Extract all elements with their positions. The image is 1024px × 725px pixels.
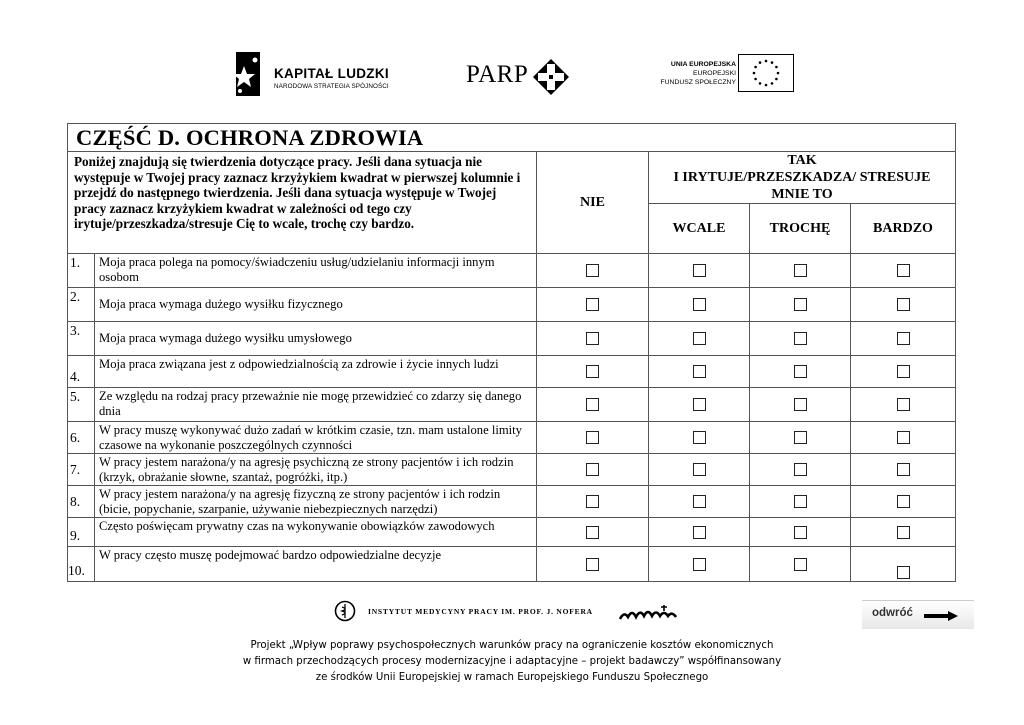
kapital-ludzki-title: KAPITAŁ LUDZKI [274,66,389,81]
item-number: 1. [68,254,95,288]
checkbox-wcale[interactable] [693,298,706,311]
kapital-ludzki-star-icon [228,46,268,100]
checkbox-bardzo[interactable] [897,398,910,411]
checkbox-nie[interactable] [586,332,599,345]
item-number: 9. [68,518,95,547]
ue-line1: UNIA EUROPEJSKA [670,61,736,68]
checkbox-troche[interactable] [794,495,807,508]
checkbox-troche[interactable] [794,365,807,378]
checkbox-wcale[interactable] [693,398,706,411]
checkbox-wcale[interactable] [693,264,706,277]
arrow-right-icon [924,611,958,621]
project-line-3: ze środków Unii Europejskiej w ramach Europejskiego Funduszu Społecznego [315,672,709,683]
kapital-ludzki-subtitle: NARODOWA STRATEGIA SPÓJNOŚCI [274,83,389,90]
solidarnosc-logo-icon [618,603,678,623]
checkbox-bardzo[interactable] [897,332,910,345]
institute-emblem-icon [334,600,356,622]
checkbox-nie[interactable] [586,463,599,476]
checkbox-wcale[interactable] [693,463,706,476]
checkbox-wcale[interactable] [693,526,706,539]
table-row [68,356,956,388]
checkbox-bardzo[interactable] [897,431,910,444]
checkbox-bardzo[interactable] [897,526,910,539]
checkbox-troche[interactable] [794,264,807,277]
ue-logo [656,54,796,98]
item-number: 3. [68,322,95,356]
checkbox-troche[interactable] [794,332,807,345]
header-logos [0,44,1024,104]
table-row [68,486,956,518]
table-row [68,322,956,356]
table-row [68,288,956,322]
parp-text: PARP [466,61,529,88]
header-tak [649,152,956,204]
header-wcale: WCALE [649,204,750,254]
checkbox-troche[interactable] [794,431,807,444]
eu-flag-icon [738,54,794,92]
item-text: W pracy jestem narażona/y na agresję psychiczną ze strony pacjentów i ich rodzin (krzyk, obrażanie słowne, szantaż, pogróżki, itp.) [95,454,537,486]
checkbox-nie[interactable] [586,431,599,444]
checkbox-troche[interactable] [794,526,807,539]
turn-page-button[interactable] [862,600,974,629]
item-number: 6. [68,422,95,454]
parp-emblem-icon [532,58,570,96]
section-title: CZĘŚĆ D. OCHRONA ZDROWIA [68,124,956,152]
item-text: Moja praca wymaga dużego wysiłku fizycznego [95,288,537,322]
project-line-2: w firmach przechodzących procesy modernizacyjne i adaptacyjne – projekt badawczy” współfinansowany [242,656,782,667]
checkbox-troche[interactable] [794,298,807,311]
checkbox-nie[interactable] [586,398,599,411]
item-number: 7. [68,454,95,486]
checkbox-bardzo[interactable] [897,264,910,277]
item-text: Moja praca wymaga dużego wysiłku umysłowego [95,322,537,356]
checkbox-nie[interactable] [586,365,599,378]
turn-page-label: odwróć [872,607,913,619]
checkbox-troche[interactable] [794,463,807,476]
checkbox-wcale[interactable] [693,365,706,378]
institute-name: INSTYTUT MEDYCYNY PRACY IM. PROF. J. NOFERA [368,607,593,616]
item-text: W pracy muszę wykonywać dużo zadań w krótkim czasie, tzn. mam ustalone limity czasowe na wykonanie poszczególnych czynności [95,422,537,454]
table-row [68,388,956,422]
item-number: 2. [68,288,95,322]
table-row [68,254,956,288]
checkbox-wcale[interactable] [693,558,706,571]
checkbox-bardzo[interactable] [897,463,910,476]
checkbox-nie[interactable] [586,298,599,311]
item-number: 10. [68,547,95,582]
project-line-1: Projekt „Wpływ poprawy psychospołecznych warunków pracy na ograniczenie kosztów ekonomicznych [250,640,774,651]
item-text: Moja praca związana jest z odpowiedzialnością za zdrowie i życie innych ludzi [95,356,537,388]
table-row [68,518,956,547]
item-number: 5. [68,388,95,422]
checkbox-wcale[interactable] [693,332,706,345]
item-text: Moja praca polega na pomocy/świadczeniu usług/udzielaniu informacji innym osobom [95,254,537,288]
header-tak-label: TAK I IRYTUJE/PRZESZKADZA/ STRESUJE MNIE TO [673,153,931,202]
project-note [0,638,1024,686]
checkbox-wcale[interactable] [693,495,706,508]
checkbox-nie[interactable] [586,558,599,571]
checkbox-nie[interactable] [586,495,599,508]
checkbox-troche[interactable] [794,398,807,411]
item-text: W pracy często muszę podejmować bardzo odpowiedzialne decyzje [95,547,537,582]
ue-line2: EUROPEJSKI [692,70,736,77]
table-row [68,547,956,582]
item-number: 8. [68,486,95,518]
ue-line3: FUNDUSZ SPOŁECZNY [660,79,736,86]
checkbox-nie[interactable] [586,526,599,539]
item-text: W pracy jestem narażona/y na agresję fizyczną ze strony pacjentów i ich rodzin (bicie, popychanie, szarpanie, używanie niebezpiecznych narzędzi) [95,486,537,518]
instructions: Poniżej znajdują się twierdzenia dotyczące pracy. Jeśli dana sytuacja nie występuje w Twojej pracy zaznacz krzyżykiem kwadrat w pierwszej kolumnie i przejdź do następnego twierdzenia. Jeśli dana sytuacja występuje w Twojej pracy zaznacz krzyżykiem kwadrat w zależności od tego czy irytuje/przeszkadza/stresuje Cię to wcale, trochę czy bardzo. [68,152,537,254]
header-bardzo: BARDZO [851,204,956,254]
checkbox-troche[interactable] [794,558,807,571]
parp-logo [466,58,576,98]
checkbox-bardzo[interactable] [897,566,910,579]
item-number: 4. [68,356,95,388]
checkbox-bardzo[interactable] [897,495,910,508]
checkbox-wcale[interactable] [693,431,706,444]
checkbox-nie[interactable] [586,264,599,277]
header-nie: NIE [537,152,649,254]
kapital-ludzki-logo [228,46,408,100]
checkbox-bardzo[interactable] [897,298,910,311]
table-row [68,454,956,486]
item-text: Ze względu na rodzaj pracy przeważnie nie mogę przewidzieć co zdarzy się danego dnia [95,388,537,422]
questionnaire-table [67,123,956,582]
header-troche: TROCHĘ [750,204,851,254]
checkbox-bardzo[interactable] [897,365,910,378]
item-text: Często poświęcam prywatny czas na wykonywanie obowiązków zawodowych [95,518,537,547]
table-row [68,422,956,454]
